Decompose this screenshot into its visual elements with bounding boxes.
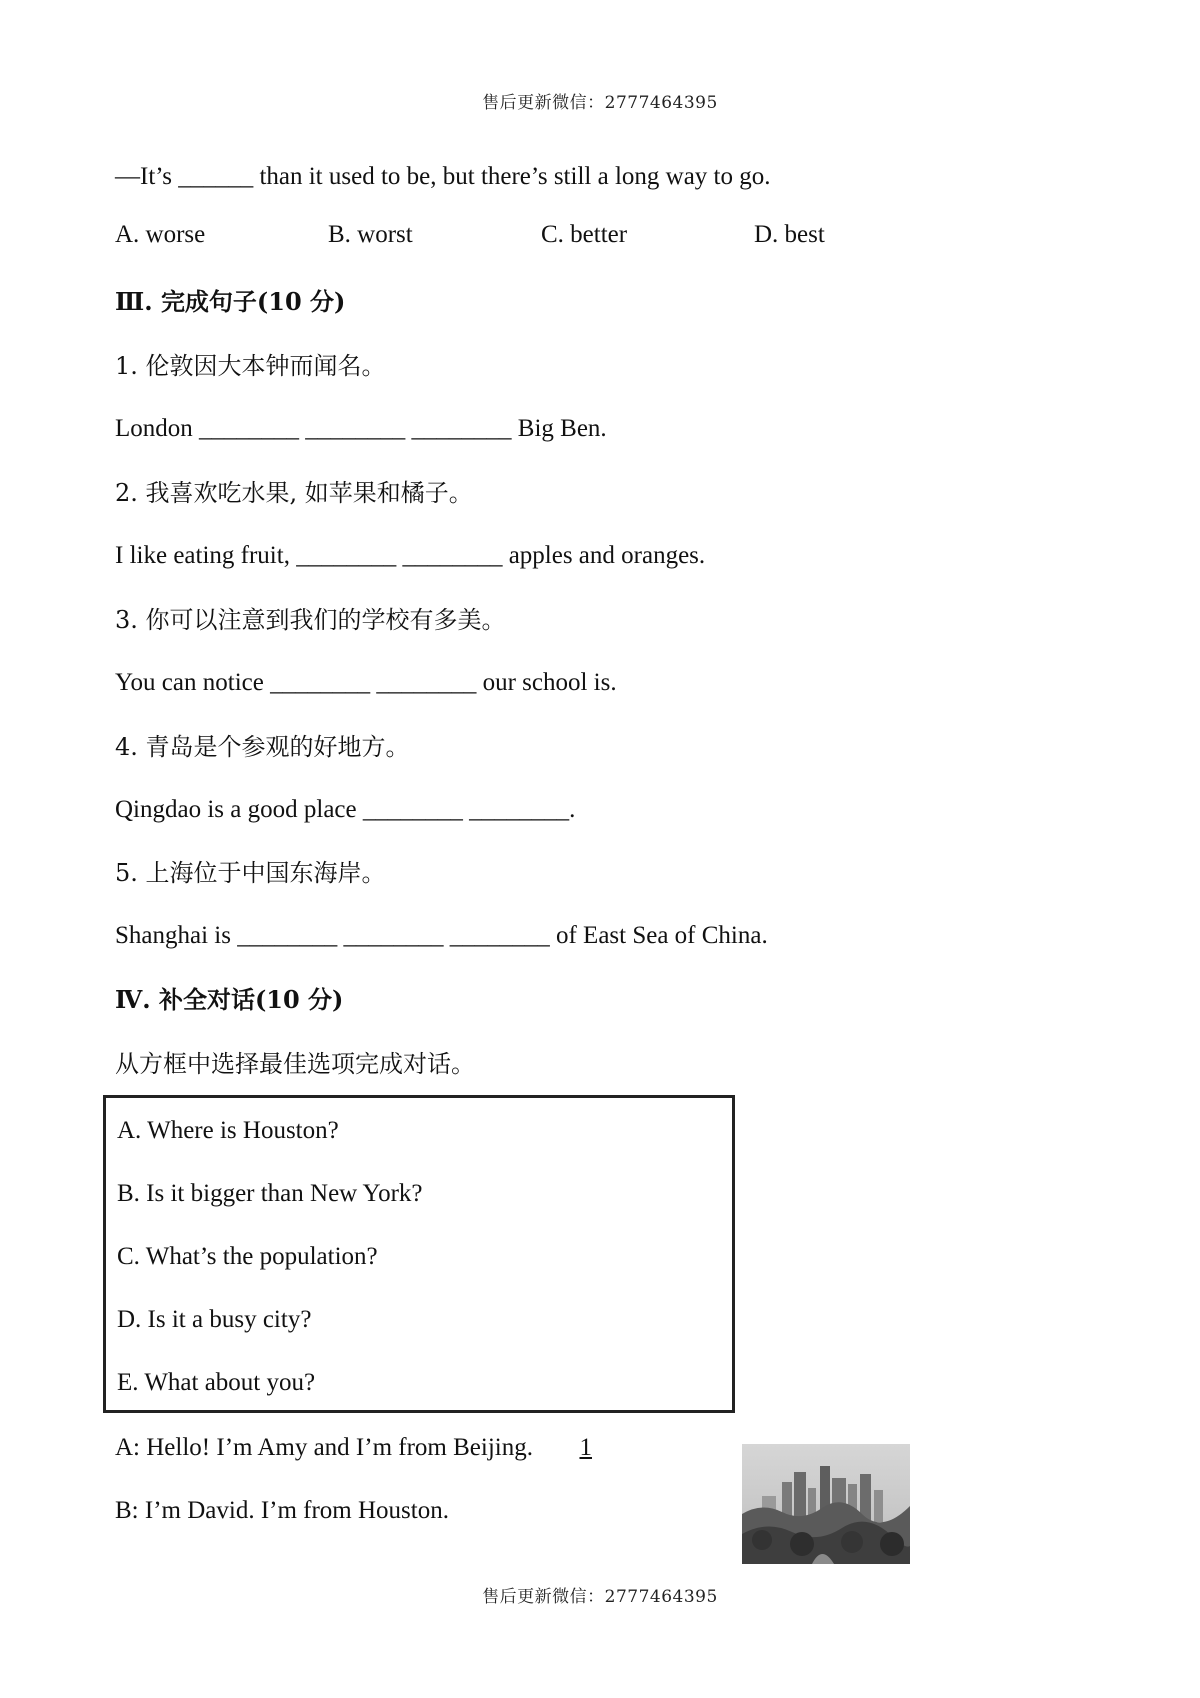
dialogue-blank-1 — [559, 1434, 628, 1461]
page-footer: 售后更新微信：2777464395 — [482, 1587, 718, 1607]
dialogue-line-1 — [115, 1433, 628, 1463]
option-c: C. better — [541, 221, 628, 248]
sentence-4-english: Qingdao is a good place ________ ________. — [115, 796, 576, 823]
sentence-1-chinese: 1. 伦敦因大本钟而闻名。 — [115, 352, 386, 380]
section-4-instruction: 从方框中选择最佳选项完成对话。 — [115, 1050, 475, 1078]
options-box — [103, 1095, 735, 1413]
section-3-title: Ⅲ. 完成句子(10 分) — [115, 287, 346, 316]
section-4-title: Ⅳ. 补全对话(10 分) — [115, 985, 344, 1014]
sentence-3-chinese: 3. 你可以注意到我们的学校有多美。 — [115, 606, 506, 634]
sentence-5-english: Shanghai is ________ ________ ________ of East Sea of China. — [115, 922, 768, 949]
blank-number-1: 1 — [579, 1434, 592, 1461]
page-header: 售后更新微信：2777464395 — [482, 93, 718, 113]
sentence-3-english: You can notice ________ ________ our school is. — [115, 669, 617, 696]
box-option-a: A. Where is Houston? — [117, 1117, 339, 1144]
option-a: A. worse — [115, 221, 206, 248]
city-skyline-photo — [742, 1444, 910, 1564]
sentence-1-english: London ________ ________ ________ Big Ben. — [115, 415, 607, 442]
dialogue-line-2: B: I’m David. I’m from Houston. — [115, 1497, 449, 1524]
option-b: B. worst — [328, 221, 413, 248]
question-line: —It’s ______ than it used to be, but there’s still a long way to go. — [115, 163, 771, 190]
dialogue-line-1-text: A: Hello! I’m Amy and I’m from Beijing. — [115, 1434, 533, 1461]
box-option-c: C. What’s the population? — [117, 1243, 378, 1270]
box-option-e: E. What about you? — [117, 1369, 316, 1396]
sentence-4-chinese: 4. 青岛是个参观的好地方。 — [115, 733, 410, 761]
sentence-2-chinese: 2. 我喜欢吃水果, 如苹果和橘子。 — [115, 479, 473, 507]
option-d: D. best — [754, 221, 825, 248]
sentence-5-chinese: 5. 上海位于中国东海岸。 — [115, 859, 386, 887]
box-option-d: D. Is it a busy city? — [117, 1306, 312, 1333]
box-option-b: B. Is it bigger than New York? — [117, 1180, 423, 1207]
sentence-2-english: I like eating fruit, ________ ________ apples and oranges. — [115, 542, 706, 569]
